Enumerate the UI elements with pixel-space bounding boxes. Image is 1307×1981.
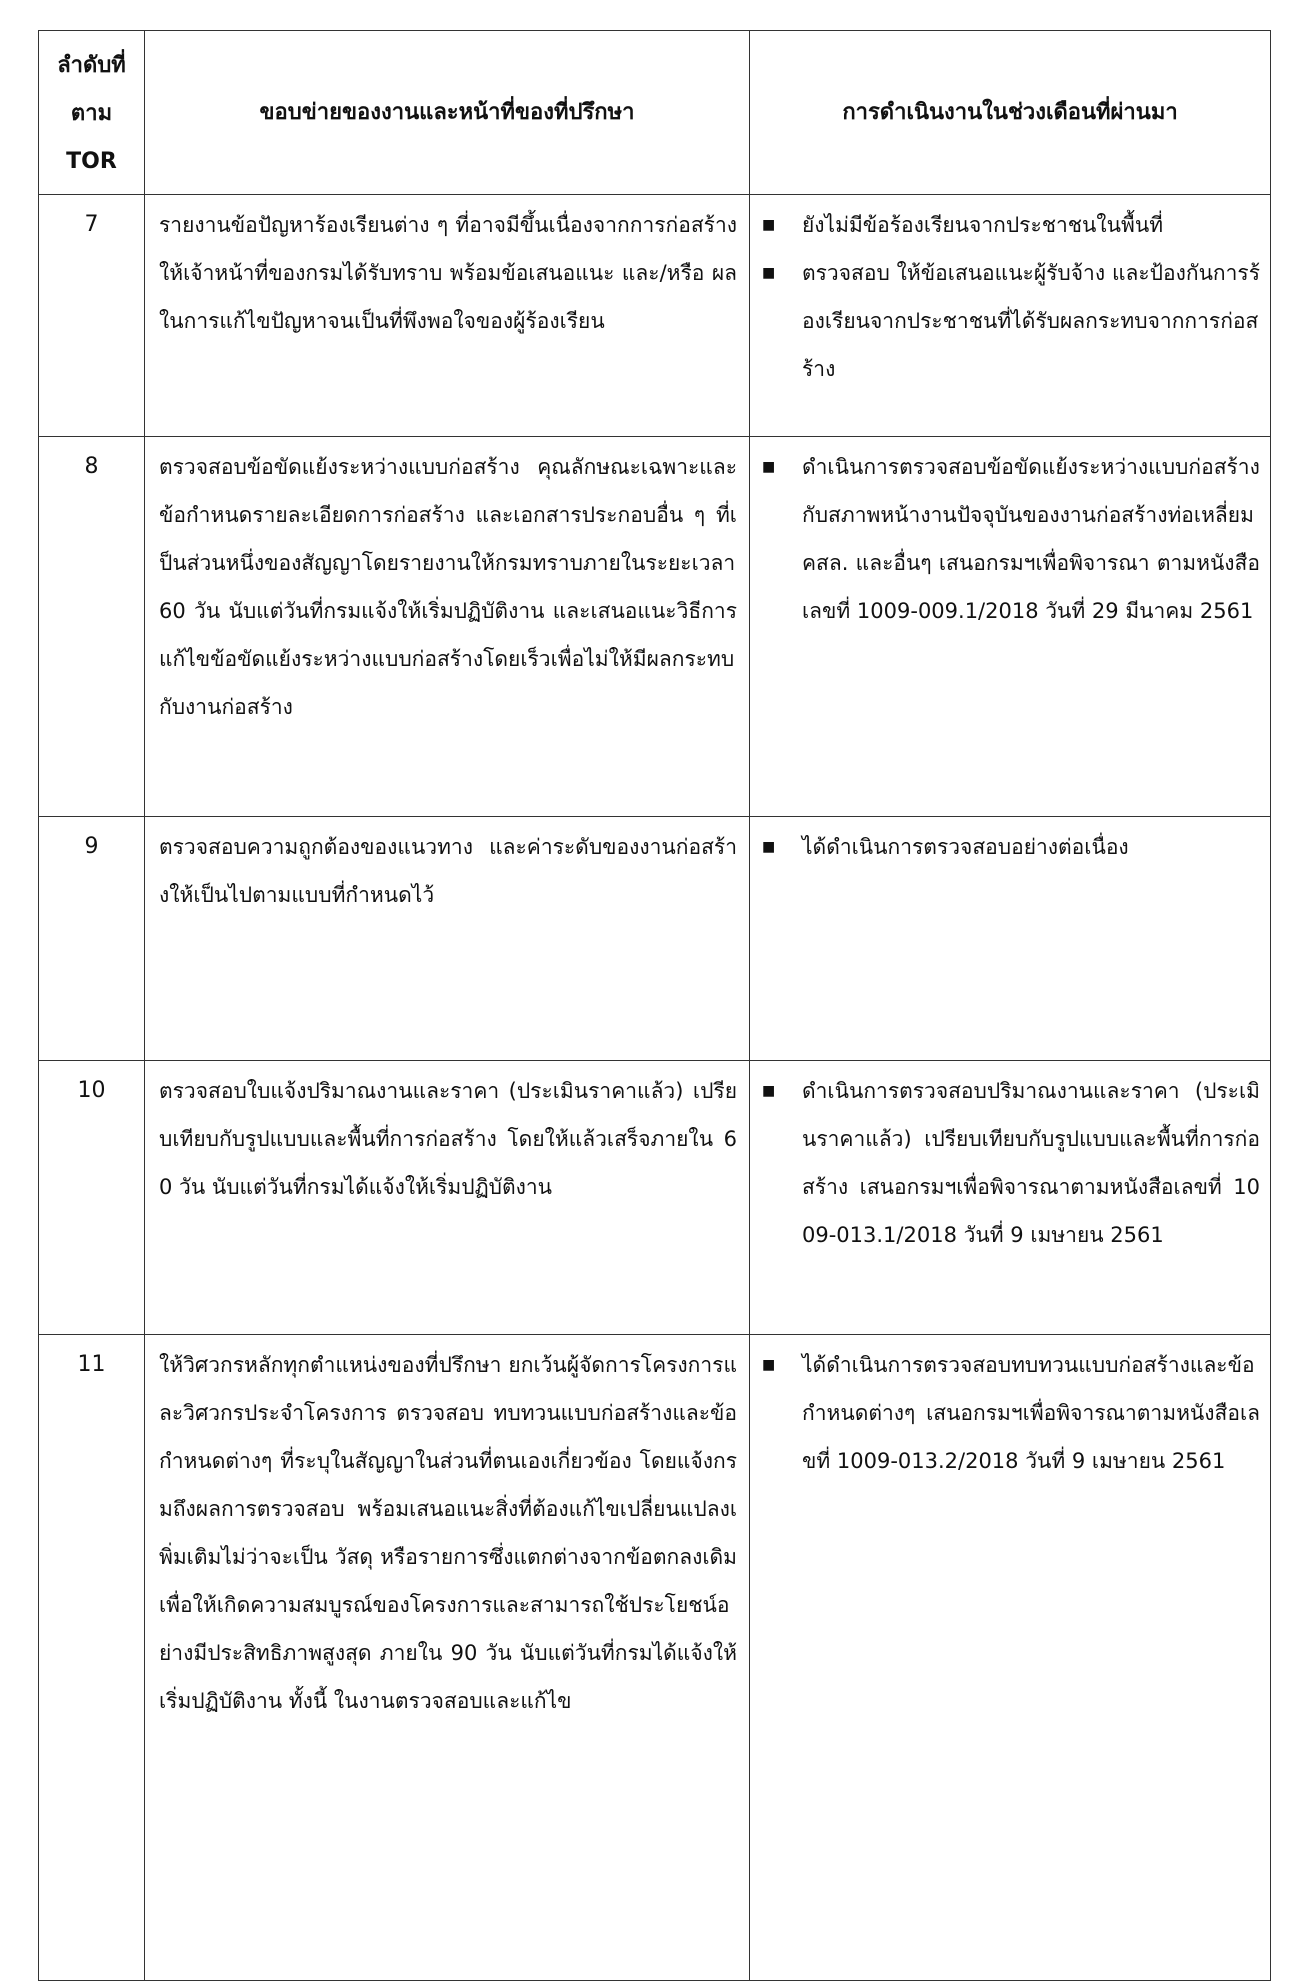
progress-text: ได้ดำเนินการตรวจสอบทบทวนแบบก่อสร้างและข้อกำหนดต่างๆ เสนอกรมฯเพื่อพิจารณาตามหนังสือเลขที่ 1009-013.2/2018 วันที่ 9 เมษายน 2561 (802, 1353, 1260, 1473)
row-progress (750, 1335, 1271, 1981)
table-row (39, 1061, 1271, 1335)
bullet-square-icon: ■ (762, 217, 776, 233)
bullet-square-icon: ■ (762, 1357, 776, 1373)
header-order-line: ลำดับที่ (57, 52, 126, 78)
header-order-line: TOR (66, 148, 117, 174)
progress-text: ดำเนินการตรวจสอบปริมาณงานและราคา (ประเมินราคาแล้ว) เปรียบเทียบกับรูปแบบและพื้นที่การก่อสร้าง เสนอกรมฯเพื่อพิจารณาตามหนังสือเลขที่ 1009-013.1/2018 วันที่ 9 เมษายน 2561 (802, 1079, 1260, 1247)
progress-text: ตรวจสอบ ให้ข้อเสนอแนะผู้รับจ้าง และป้องกันการร้องเรียนจากประชาชนที่ได้รับผลกระทบจากการก่อสร้าง (802, 261, 1260, 381)
row-scope: รายงานข้อปัญหาร้องเรียนต่าง ๆ ที่อาจมีขึ้นเนื่องจากการก่อสร้างให้เจ้าหน้าที่ของกรมได้รับทราบ พร้อมข้อเสนอแนะ และ/หรือ ผลในการแก้ไขปัญหาจนเป็นที่พึงพอใจของผู้ร้องเรียน (145, 195, 750, 437)
table-row (39, 817, 1271, 1061)
table-header-row (39, 31, 1271, 195)
progress-item (760, 443, 1260, 635)
bullet-square-icon: ■ (762, 459, 776, 475)
bullet-square-icon: ■ (762, 1083, 776, 1099)
row-scope: ตรวจสอบความถูกต้องของแนวทาง และค่าระดับของงานก่อสร้างให้เป็นไปตามแบบที่กำหนดไว้ (145, 817, 750, 1061)
bullet-square-icon: ■ (762, 265, 776, 281)
progress-item (760, 249, 1260, 393)
row-number: 9 (39, 817, 145, 1061)
row-scope: ตรวจสอบข้อขัดแย้งระหว่างแบบก่อสร้าง คุณลักษณะเฉพาะและข้อกำหนดรายละเอียดการก่อสร้าง และเอกสารประกอบอื่น ๆ ที่เป็นส่วนหนึ่งของสัญญาโดยรายงานให้กรมทราบภายในระยะเวลา 60 วัน นับแต่วันที่กรมแจ้งให้เริ่มปฏิบัติงาน และเสนอแนะวิธีการแก้ไขข้อขัดแย้งระหว่างแบบก่อสร้างโดยเร็วเพื่อไม่ให้มีผลกระทบกับงานก่อสร้าง (145, 437, 750, 817)
progress-item (760, 1067, 1260, 1259)
table-row (39, 1335, 1271, 1981)
header-order (39, 31, 145, 195)
row-progress (750, 437, 1271, 817)
progress-item (760, 1341, 1260, 1485)
row-scope: ให้วิศวกรหลักทุกตำแหน่งของที่ปรึกษา ยกเว้นผู้จัดการโครงการและวิศวกรประจำโครงการ ตรวจสอบ ทบทวนแบบก่อสร้างและข้อกำหนดต่างๆ ที่ระบุในสัญญาในส่วนที่ตนเองเกี่ยวข้อง โดยแจ้งกรมถึงผลการตรวจสอบ พร้อมเสนอแนะสิ่งที่ต้องแก้ไขเปลี่ยนแปลงเพิ่มเติมไม่ว่าจะเป็น วัสดุ หรือรายการซึ่งแตกต่างจากข้อตกลงเดิม เพื่อให้เกิดความสมบูรณ์ของโครงการและสามารถใช้ประโยชน์อย่างมีประสิทธิภาพสูงสุด ภายใน 90 วัน นับแต่วันที่กรมได้แจ้งให้เริ่มปฏิบัติงาน ทั้งนี้ ในงานตรวจสอบและแก้ไข (145, 1335, 750, 1981)
header-order-line: ตาม (70, 100, 113, 126)
table-row (39, 195, 1271, 437)
row-progress (750, 195, 1271, 437)
bullet-square-icon: ■ (762, 839, 776, 855)
row-number: 11 (39, 1335, 145, 1981)
header-progress: การดำเนินงานในช่วงเดือนที่ผ่านมา (750, 31, 1271, 195)
row-scope: ตรวจสอบใบแจ้งปริมาณงานและราคา (ประเมินราคาแล้ว) เปรียบเทียบกับรูปแบบและพื้นที่การก่อสร้าง โดยให้แล้วเสร็จภายใน 60 วัน นับแต่วันที่กรมได้แจ้งให้เริ่มปฏิบัติงาน (145, 1061, 750, 1335)
progress-text: ยังไม่มีข้อร้องเรียนจากประชาชนในพื้นที่ (802, 213, 1164, 237)
progress-text: ได้ดำเนินการตรวจสอบอย่างต่อเนื่อง (802, 835, 1129, 859)
table-row (39, 437, 1271, 817)
progress-item (760, 823, 1260, 871)
document-page (38, 30, 1270, 1981)
progress-text: ดำเนินการตรวจสอบข้อขัดแย้งระหว่างแบบก่อสร้าง กับสภาพหน้างานปัจจุบันของงานก่อสร้างท่อเหลี่ยม คสล. และอื่นๆ เสนอกรมฯเพื่อพิจารณา ตามหนังสือเลขที่ 1009-009.1/2018 วันที่ 29 มีนาคม 2561 (802, 455, 1260, 623)
row-progress (750, 817, 1271, 1061)
row-number: 8 (39, 437, 145, 817)
progress-item (760, 201, 1260, 249)
progress-table (38, 30, 1271, 1981)
row-number: 10 (39, 1061, 145, 1335)
header-scope: ขอบข่ายของงานและหน้าที่ของที่ปรึกษา (145, 31, 750, 195)
row-progress (750, 1061, 1271, 1335)
row-number: 7 (39, 195, 145, 437)
